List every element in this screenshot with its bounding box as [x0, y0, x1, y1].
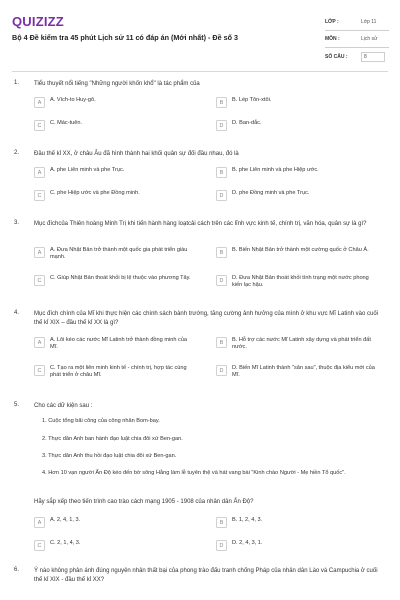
quizizz-logo: QUIZIZZ	[12, 14, 64, 29]
option-letter: C	[34, 120, 45, 131]
option-letter: D	[216, 275, 227, 286]
option-text: B. phe Liên minh và phe Hiệp ước.	[232, 167, 319, 173]
option-text: D. 2, 4, 3, 1.	[232, 540, 263, 546]
option-text: C. Mác-tuên.	[50, 120, 83, 126]
list-item: 4. Hơn 10 vạn người Ấn Độ kéo đến bờ sông Hằng làm lễ tuyên thệ và hát vang bài "Kinh chào Người - Mẹ hiền Tổ quốc".	[42, 470, 346, 476]
question-number: 2.	[14, 150, 20, 156]
option-b[interactable]	[216, 167, 377, 181]
option-text: A. Đưa Nhật Bản trở thành một quốc gia phát triển giàu mạnh.	[50, 247, 188, 260]
meta-label: MÔN :	[325, 36, 340, 42]
option-letter: B	[216, 247, 227, 258]
option-a[interactable]	[34, 97, 195, 111]
option-letter: C	[34, 540, 45, 551]
question-number: 5.	[14, 402, 20, 408]
option-c[interactable]	[34, 120, 195, 134]
meta-row-count	[325, 48, 389, 65]
option-text: B. 1, 2, 4, 3.	[232, 517, 263, 523]
question-number: 1.	[14, 80, 20, 86]
option-d[interactable]	[216, 540, 377, 554]
option-c[interactable]	[34, 275, 195, 289]
option-text: C. 2, 1, 4, 3.	[50, 540, 81, 546]
list-item: 2. Thực dân Anh ban hành đạo luật chia đôi xứ Ben-gan.	[42, 436, 183, 442]
option-b[interactable]	[216, 517, 377, 531]
option-a[interactable]	[34, 247, 195, 261]
option-letter: A	[34, 97, 45, 108]
question-number: 4.	[14, 310, 20, 316]
option-text: B. Biến Nhật Bản trở thành một cường quốc ở Châu Á.	[232, 247, 369, 253]
option-text: A. Vích-to Huy-gô.	[50, 97, 96, 103]
meta-label: SỐ CÂU :	[325, 53, 348, 60]
header-divider	[12, 71, 388, 72]
question-text: Tiểu thuyết nổi tiếng "Những người khốn khổ" là tác phẩm của	[34, 81, 200, 87]
option-d[interactable]	[216, 365, 377, 379]
option-text: C. Giúp Nhật Bản thoát khỏi bị lệ thuộc vào phương Tây.	[50, 275, 191, 281]
option-text: B. Hỗ trợ các nước Mĩ Latinh xây dựng và phát triển đất nước.	[232, 337, 371, 350]
option-letter: D	[216, 365, 227, 376]
meta-row-class	[325, 14, 389, 31]
option-letter: A	[34, 517, 45, 528]
option-letter: B	[216, 337, 227, 348]
option-text: A. Lôi kéo các nước Mĩ Latinh trở thành đồng minh của Mĩ.	[50, 337, 188, 350]
option-letter: D	[216, 540, 227, 551]
option-text: B. Lép Tôn-xtôi.	[232, 97, 272, 103]
option-d[interactable]	[216, 275, 377, 289]
question-text: Ý nào không phản ánh đúng nguyên nhân thất bại của phong trào đấu tranh chống Pháp của nhân dân Lào và Campuchia ở cuối thế kỉ XIX - đầu thế kỉ XX?	[34, 568, 378, 583]
option-d[interactable]	[216, 190, 377, 204]
option-b[interactable]	[216, 247, 377, 261]
option-text: C. phe Hiệp ước và phe Đồng minh.	[50, 190, 140, 196]
list-item: 3. Thực dân Anh thu hồi đạo luật chia đôi xứ Ben-gan.	[42, 453, 177, 459]
option-letter: A	[34, 247, 45, 258]
question-count: 8	[361, 52, 385, 62]
option-letter: A	[34, 337, 45, 348]
question-text: Cho các dữ kiện sau :	[34, 403, 93, 409]
document-header	[0, 0, 400, 70]
meta-box	[325, 14, 389, 65]
option-text: D. Biến Mĩ Latinh thành "sân sau", thuộc địa kiểu mới của Mĩ.	[232, 365, 375, 378]
question-text: Mục đíchcủa Thiên hoàng Minh Trị khi tiến hành hàng loạtcải cách trên các lĩnh vực kinh tế, chính trị, văn hóa, quân sự là gì?	[34, 221, 367, 227]
option-d[interactable]	[216, 120, 377, 134]
meta-label: LỚP :	[325, 19, 339, 25]
option-letter: B	[216, 97, 227, 108]
option-letter: C	[34, 275, 45, 286]
option-c[interactable]	[34, 190, 195, 204]
option-letter: D	[216, 120, 227, 131]
meta-value: Lịch sử	[361, 36, 378, 42]
meta-value	[361, 52, 389, 62]
option-letter: B	[216, 167, 227, 178]
option-a[interactable]	[34, 167, 195, 181]
meta-row-subject	[325, 31, 389, 48]
option-a[interactable]	[34, 517, 195, 531]
option-b[interactable]	[216, 97, 377, 111]
question-text: Mục đích chính của Mĩ khi thực hiện các chính sách bành trướng, tăng cường ảnh hưởng của mình ở khu vực Mĩ Latinh vào cuối thế kỉ XIX – đầu thế kỉ XX là gì?	[34, 311, 379, 326]
question-number: 6.	[14, 567, 20, 573]
option-c[interactable]	[34, 365, 195, 379]
option-text: A. 2, 4, 1, 3.	[50, 517, 81, 523]
option-letter: C	[34, 190, 45, 201]
option-text: C. Tạo ra một liên minh kinh tế - chính trị, hợp tác cùng phát triển ở châu Mĩ.	[50, 365, 187, 378]
option-letter: B	[216, 517, 227, 528]
question-prompt: Hãy sắp xếp theo tiến trình cao trào cách mạng 1905 - 1908 của nhân dân Ấn Độ?	[34, 499, 254, 505]
question-number: 3.	[14, 220, 20, 226]
option-a[interactable]	[34, 337, 195, 351]
meta-value: Lớp 11	[361, 19, 377, 25]
option-text: D. Đưa Nhật Bản thoát khỏi tình trạng một nước phong kiến lạc hậu.	[232, 275, 369, 288]
option-b[interactable]	[216, 337, 377, 351]
document-title: Bộ 4 Đề kiểm tra 45 phút Lịch sử 11 có đáp án (Mới nhất) - Đề số 3	[12, 33, 238, 42]
list-item: 1. Cuộc tổng bãi công của công nhân Bom-bay.	[42, 418, 160, 424]
option-letter: A	[34, 167, 45, 178]
question-text: Đầu thế kỉ XX, ở châu Âu đã hình thành hai khối quân sự đối đầu nhau, đó là	[34, 151, 239, 157]
option-text: A. phe Liên minh và phe Trục.	[50, 167, 125, 173]
option-letter: D	[216, 190, 227, 201]
option-text: D. phe Đồng minh và phe Trục.	[232, 190, 310, 196]
option-letter: C	[34, 365, 45, 376]
option-text: D. Ban-dắc.	[232, 120, 262, 126]
option-c[interactable]	[34, 540, 195, 554]
